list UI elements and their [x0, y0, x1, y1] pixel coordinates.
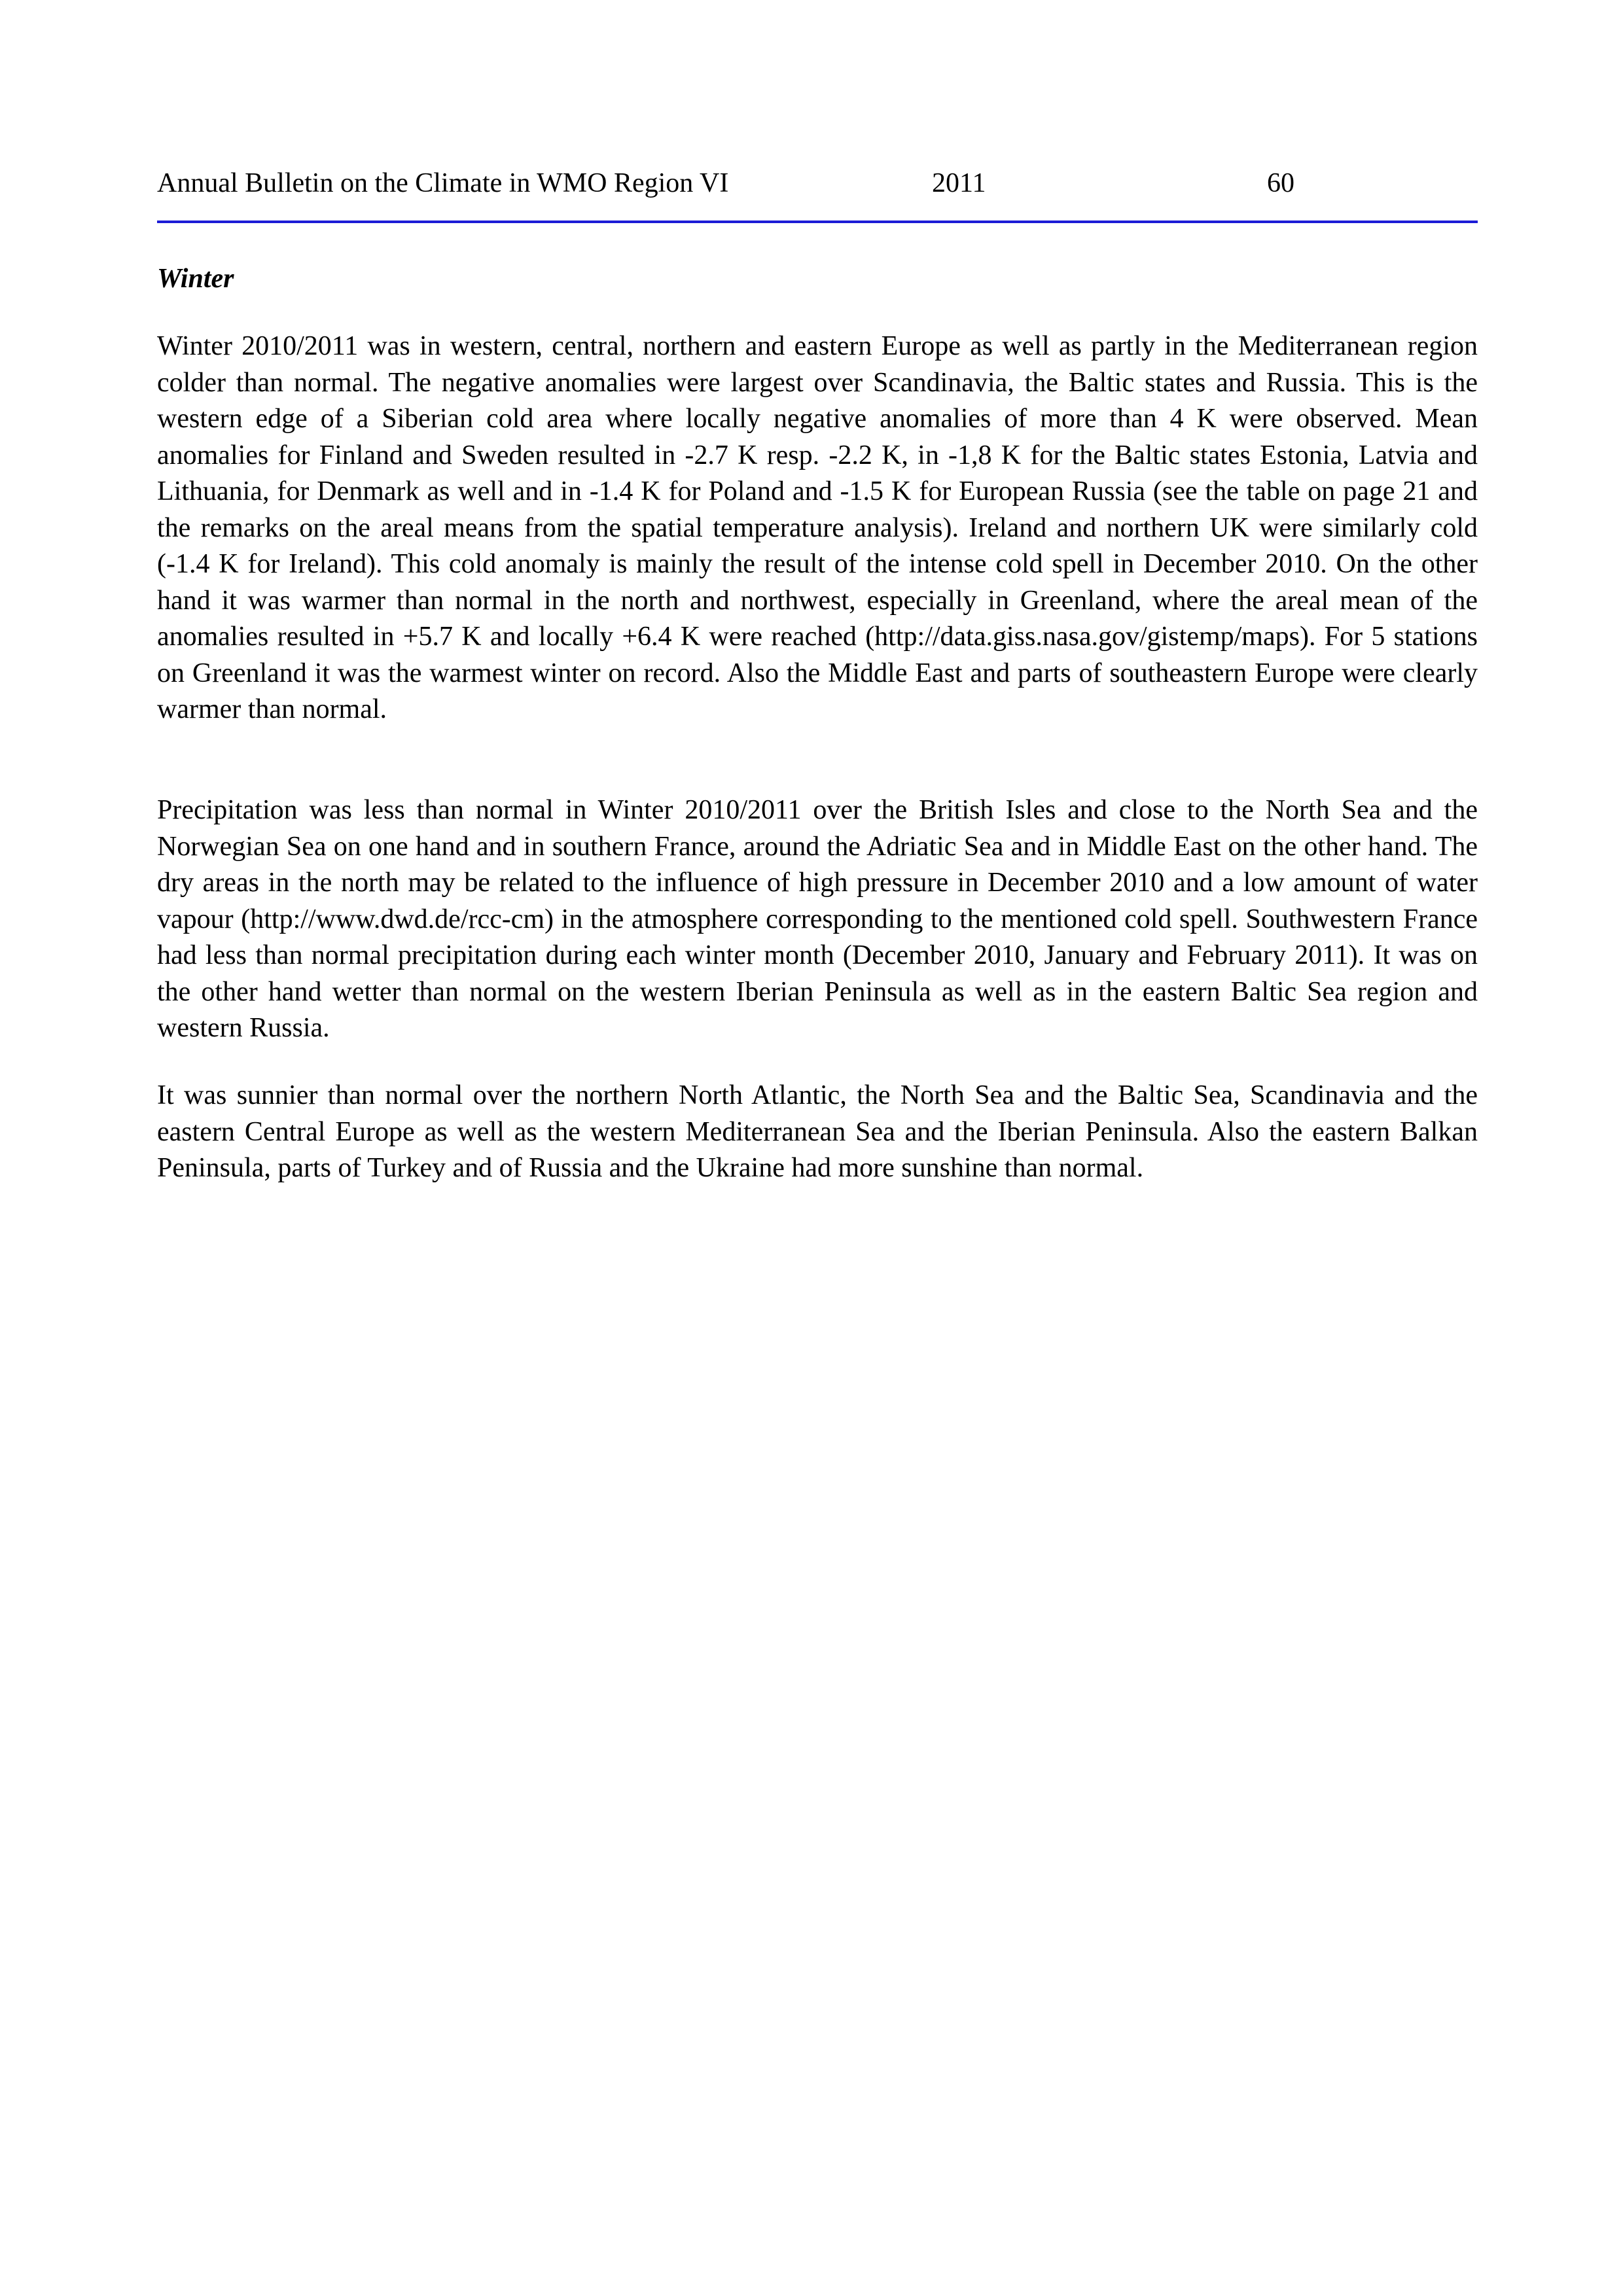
header-title: Annual Bulletin on the Climate in WMO Region VI: [157, 168, 729, 198]
section-heading: Winter: [157, 264, 234, 294]
header-page-number: 60: [1267, 168, 1294, 198]
paragraph-temperature: Winter 2010/2011 was in western, central, northern and eastern Europe as well as partly in the Mediterranean region colder than normal. The negative anomalies were largest over Scandinavia, the Baltic states and Russia. This is the western edge of a Siberian cold area where locally negative anomalies of more than 4 K were observed. Mean anomalies for Finland and Sweden resulted in -2.7 K resp. -2.2 K, in -1,8 K for the Baltic states Estonia, Latvia and Lithuania, for Denmark as well and in -1.4 K for Poland and -1.5 K for European Russia (see the table on page 21 and the remarks on the areal means from the spatial temperature analysis). Ireland and northern UK were similarly cold (-1.4 K for Ireland). This cold anomaly is mainly the result of the intense cold spell in December 2010. On the other hand it was warmer than normal in the north and northwest, especially in Greenland, where the areal mean of the anomalies resulted in +5.7 K and locally +6.4 K were reached (http://data.giss.nasa.gov/gistemp/maps). For 5 stations on Greenland it was the warmest winter on record. Also the Middle East and parts of southeastern Europe were clearly warmer than normal.: [157, 331, 1478, 724]
header-rule: [157, 221, 1478, 223]
paragraph-precipitation: Precipitation was less than normal in Winter 2010/2011 over the British Isles and close to the North Sea and the Norwegian Sea on one hand and in southern France, around the Adriatic Sea and in Middle East on the other hand. The dry areas in the north may be related to the influence of high pressure in December 2010 and a low amount of water vapour (http://www.dwd.de/rcc-cm) in the atmosphere corresponding to the mentioned cold spell. Southwestern France had less than normal precipitation during each winter month (December 2010, January and February 2011). It was on the other hand wetter than normal on the western Iberian Peninsula as well as in the eastern Baltic Sea region and western Russia.: [157, 795, 1478, 1043]
page-header: [157, 164, 1478, 203]
header-year: 2011: [932, 168, 986, 198]
paragraph-sunshine: It was sunnier than normal over the northern North Atlantic, the North Sea and the Baltic Sea, Scandinavia and the eastern Central Europe as well as the western Mediterranean Sea and the Iberian Peninsula. Also the eastern Balkan Peninsula, parts of Turkey and of Russia and the Ukraine had more sunshine than normal.: [157, 1080, 1478, 1183]
